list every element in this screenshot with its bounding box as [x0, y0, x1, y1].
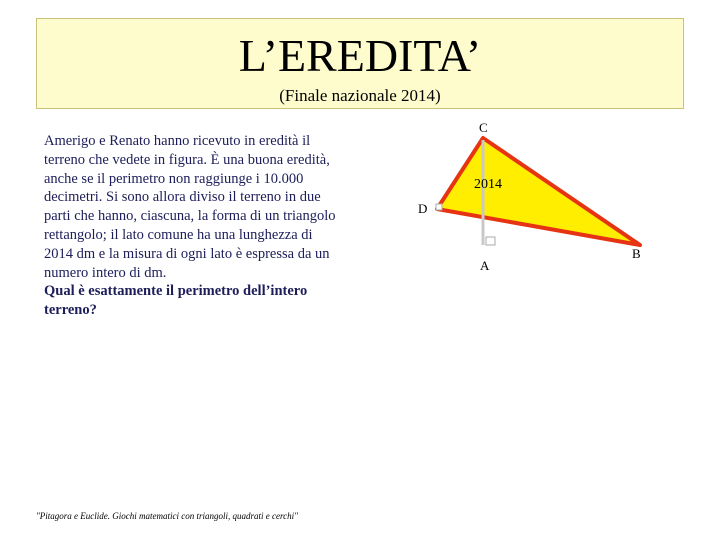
vertex-label-a: A: [480, 258, 490, 273]
problem-statement: [44, 132, 344, 320]
page-title: L’EREDITA’: [238, 30, 482, 81]
page-subtitle: (Finale nazionale 2014): [279, 86, 441, 105]
source-citation: "Pitagora e Euclide. Giochi matematici con triangoli, quadrati e cerchi": [36, 511, 298, 521]
right-angle-mark-a: [486, 237, 495, 245]
quadrilateral-figure: [400, 112, 670, 282]
title-box: [36, 18, 684, 109]
right-angle-mark-d: [436, 204, 442, 210]
problem-text: Amerigo e Renato hanno ricevuto in eredità il terreno che vedete in figura. È una buona eredità, anche se il perimetro non raggiunge i 10.000 decimetri. Si sono allora diviso il terreno in due parti che hanno, ciascuna, la forma di un triangolo rettangolo; il lato comune ha una lunghezza di 2014 dm e la misura di ogni lato è espressa da un numero intero di dm.: [44, 133, 336, 281]
vertex-label-d: D: [418, 201, 428, 216]
side-length-label: 2014: [474, 177, 502, 192]
problem-question: Qual è esattamente il perimetro dell’intero terreno?: [44, 283, 308, 319]
vertex-label-c: C: [479, 120, 488, 135]
land-shape: [437, 138, 640, 245]
vertex-label-b: B: [632, 246, 641, 261]
